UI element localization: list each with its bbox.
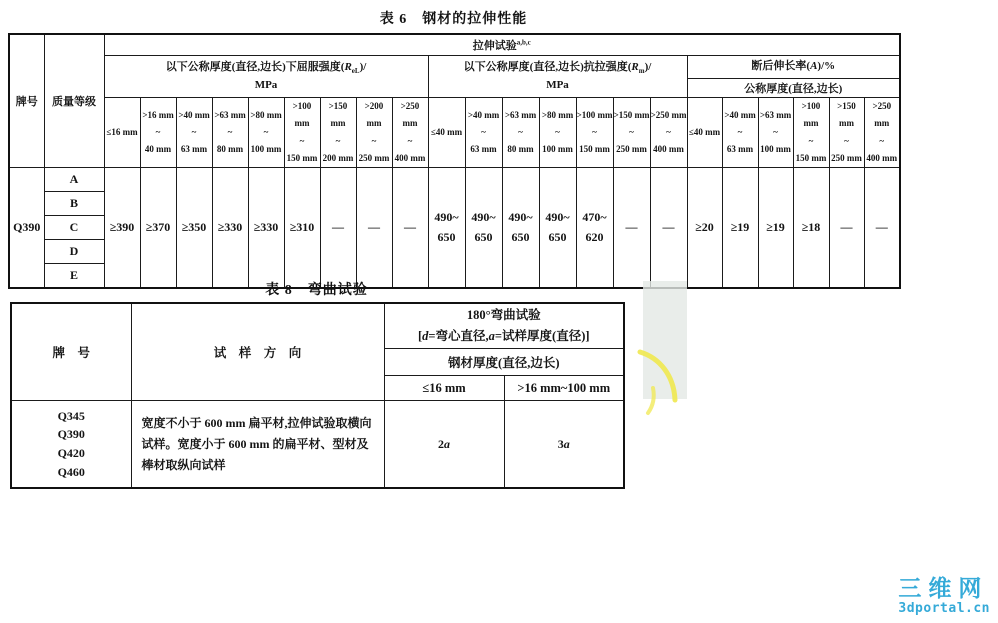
table8-thickness-col2: >16 mm~100 mm bbox=[504, 376, 624, 401]
watermark bbox=[898, 578, 990, 617]
elongation-value-cell: — bbox=[829, 168, 864, 289]
yield-value-cell: ≥350 bbox=[176, 168, 212, 289]
uts-symbol: R bbox=[631, 60, 639, 73]
elongation-value-cell: ≥19 bbox=[722, 168, 758, 289]
table8-header-thickness: 钢材厚度(直径,边长) bbox=[384, 349, 624, 376]
elongation-value-cell: ≥19 bbox=[758, 168, 793, 289]
uts-unit: MPa bbox=[546, 78, 569, 91]
uts-symbol-subscript: m bbox=[638, 67, 645, 76]
elongation-col-header: >100 mm ~ 150 mm bbox=[793, 98, 829, 168]
table8-row-brands: Q345 Q390 Q420 Q460 bbox=[11, 401, 131, 489]
table6-header-brand: 牌号 bbox=[9, 34, 44, 168]
table6-title: 表 6 钢材的拉伸性能 bbox=[379, 12, 528, 27]
yield-col-header: >100 mm ~ 150 mm bbox=[284, 98, 320, 168]
table6-header-elongation-thickness: 公称厚度(直径,边长) bbox=[687, 79, 900, 98]
yield-col-header: >150 mm ~ 200 mm bbox=[320, 98, 356, 168]
yield-header-text: 以下公称厚度(直径,边长)下屈服强度( bbox=[165, 60, 345, 73]
yield-symbol-subscript: eL bbox=[351, 67, 360, 76]
grade-cell: A bbox=[44, 168, 104, 192]
uts-col-header: >100 mm ~ 150 mm bbox=[576, 98, 613, 168]
uts-value-cell: 490~ 650 bbox=[502, 168, 539, 289]
table8-row-direction: 宽度不小于 600 mm 扁平材,拉伸试验取横向试样。宽度小于 600 mm 的扁平材、型材及棒材取纵向试样 bbox=[131, 401, 384, 489]
uts-value-cell: 490~ 650 bbox=[465, 168, 502, 289]
uts-col-header: >40 mm ~ 63 mm bbox=[465, 98, 502, 168]
table8-thickness-col1: ≤16 mm bbox=[384, 376, 504, 401]
yield-value-cell: — bbox=[320, 168, 356, 289]
elongation-col-header: >150 mm ~ 250 mm bbox=[829, 98, 864, 168]
yield-value-cell: ≥390 bbox=[104, 168, 140, 289]
yield-unit: MPa bbox=[254, 78, 278, 91]
yield-col-header: ≤16 mm bbox=[104, 98, 140, 168]
elongation-col-header: >63 mm ~ 100 mm bbox=[758, 98, 793, 168]
grade-cell: C bbox=[44, 216, 104, 240]
bend-value-cell: 2a bbox=[384, 401, 504, 489]
uts-value-cell: — bbox=[613, 168, 650, 289]
elongation-header-text: 断后伸长率( bbox=[751, 60, 811, 73]
table6-header-tensile-test bbox=[104, 34, 900, 56]
bend-test-line2: [d=弯心直径,a=试样厚度(直径)] bbox=[417, 329, 590, 343]
table6-header-elongation bbox=[687, 56, 900, 79]
bend-test-line1: 180°弯曲试验 bbox=[466, 308, 541, 323]
table6-header-uts-group bbox=[428, 56, 687, 98]
table6-header-grade: 质量等级 bbox=[44, 34, 104, 168]
uts-header-text-end: )/ bbox=[644, 60, 652, 73]
yield-col-header: >16 mm ~ 40 mm bbox=[140, 98, 176, 168]
elongation-value-cell: ≥20 bbox=[687, 168, 722, 289]
uts-value-cell: 490~ 650 bbox=[428, 168, 465, 289]
watermark-logo-text: 三维网 bbox=[898, 576, 989, 603]
yield-col-header: >200 mm ~ 250 mm bbox=[356, 98, 392, 168]
yield-value-cell: ≥330 bbox=[248, 168, 284, 289]
grade-cell: D bbox=[44, 240, 104, 264]
yield-value-cell: — bbox=[392, 168, 428, 289]
elongation-symbol: A bbox=[810, 60, 818, 73]
table8-header-direction: 试 样 方 向 bbox=[131, 303, 384, 401]
uts-col-header: ≤40 mm bbox=[428, 98, 465, 168]
table8-title: 表 8 弯曲试验 bbox=[265, 283, 368, 298]
elongation-col-header: >250 mm ~ 400 mm bbox=[864, 98, 900, 168]
table8-header-brand: 牌 号 bbox=[11, 303, 131, 401]
table8-header-bend-test bbox=[384, 303, 624, 349]
yield-col-header: >40 mm ~ 63 mm bbox=[176, 98, 212, 168]
grade-cell: B bbox=[44, 192, 104, 216]
yield-value-cell: ≥310 bbox=[284, 168, 320, 289]
uts-col-header: >63 mm ~ 80 mm bbox=[502, 98, 539, 168]
tensile-test-label: 拉伸试验 bbox=[472, 40, 517, 52]
uts-value-cell: 490~ 650 bbox=[539, 168, 576, 289]
yield-symbol: R bbox=[344, 60, 352, 73]
watermark-site-text: 3dportal.cn bbox=[898, 601, 990, 617]
yield-value-cell: ≥370 bbox=[140, 168, 176, 289]
yield-col-header: >80 mm ~ 100 mm bbox=[248, 98, 284, 168]
table6-tensile-properties bbox=[8, 33, 901, 289]
uts-col-header: >80 mm ~ 100 mm bbox=[539, 98, 576, 168]
elongation-col-header: >40 mm ~ 63 mm bbox=[722, 98, 758, 168]
yield-col-header: >250 mm ~ 400 mm bbox=[392, 98, 428, 168]
scan-artifact-arc bbox=[628, 342, 688, 422]
uts-col-header: >150 mm ~ 250 mm bbox=[613, 98, 650, 168]
yield-value-cell: — bbox=[356, 168, 392, 289]
uts-col-header: >250 mm ~ 400 mm bbox=[650, 98, 687, 168]
yield-header-text-end: )/ bbox=[359, 60, 367, 73]
elongation-col-header: ≤40 mm bbox=[687, 98, 722, 168]
tensile-test-footnote-marks: a,b,c bbox=[516, 38, 531, 47]
uts-value-cell: 470~ 620 bbox=[576, 168, 613, 289]
elongation-header-text-end: )/% bbox=[817, 60, 836, 73]
table8-bend-test bbox=[10, 302, 625, 489]
yield-value-cell: ≥330 bbox=[212, 168, 248, 289]
table6-header-yield-group bbox=[104, 56, 428, 98]
elongation-value-cell: ≥18 bbox=[793, 168, 829, 289]
uts-value-cell: — bbox=[650, 168, 687, 289]
yield-col-header: >63 mm ~ 80 mm bbox=[212, 98, 248, 168]
table6-row-brand: Q390 bbox=[9, 168, 44, 289]
elongation-value-cell: — bbox=[864, 168, 900, 289]
grade-cell: E bbox=[44, 264, 104, 289]
uts-header-text: 以下公称厚度(直径,边长)抗拉强度( bbox=[463, 60, 632, 73]
bend-value-cell: 3a bbox=[504, 401, 624, 489]
